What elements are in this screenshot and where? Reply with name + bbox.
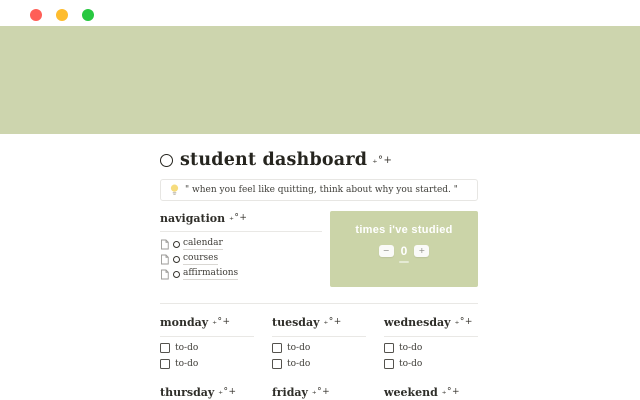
day-sparkle-decoration: ₊°+ <box>454 317 473 327</box>
day-heading[interactable]: monday <box>160 315 209 329</box>
circle-page-icon <box>173 241 180 248</box>
nav-link-label[interactable]: affirmations <box>183 268 239 278</box>
nav-and-counter-section <box>160 211 478 287</box>
day-column-wednesday <box>384 315 478 370</box>
window-titlebar <box>0 0 640 26</box>
todo-checkbox[interactable] <box>272 343 282 353</box>
divider <box>160 231 322 232</box>
navigation-section <box>160 211 322 283</box>
divider <box>160 336 254 337</box>
counter-accent <box>399 261 409 263</box>
todo-item <box>160 358 254 370</box>
todo-checkbox[interactable] <box>384 359 394 369</box>
page-doc-icon <box>160 269 169 280</box>
day-column-thursday <box>160 385 254 399</box>
day-heading[interactable]: friday <box>272 385 308 399</box>
divider <box>272 336 366 337</box>
page-doc-icon <box>160 239 169 250</box>
nav-link-label[interactable]: calendar <box>183 238 223 248</box>
day-column-weekend <box>384 385 478 399</box>
day-heading[interactable]: tuesday <box>272 315 320 329</box>
day-column-monday <box>160 315 254 370</box>
day-sparkle-decoration: ₊°+ <box>441 387 461 397</box>
circle-page-icon <box>173 271 180 278</box>
nav-link-label[interactable]: courses <box>183 253 219 263</box>
page-circle-icon <box>160 154 173 167</box>
navigation-sparkle-decoration: ₊°+ <box>229 213 248 223</box>
page-content <box>160 134 478 399</box>
day-sparkle-decoration: ₊°+ <box>212 317 231 327</box>
weekday-grid-row-1 <box>160 315 478 370</box>
todo-item <box>384 342 478 354</box>
study-counter-widget <box>330 211 478 287</box>
title-sparkle-decoration: ₊°+ <box>372 154 393 166</box>
todo-checkbox[interactable] <box>384 343 394 353</box>
day-sparkle-decoration: ₊°+ <box>311 387 331 397</box>
close-window-button[interactable] <box>30 9 42 21</box>
nav-link-affirmations[interactable] <box>160 268 322 280</box>
increment-button[interactable]: + <box>414 245 429 257</box>
divider <box>384 336 478 337</box>
todo-label[interactable]: to-do <box>287 359 311 369</box>
minimize-window-button[interactable] <box>56 9 68 21</box>
decrement-button[interactable]: − <box>379 245 394 257</box>
section-divider <box>160 303 478 304</box>
todo-label[interactable]: to-do <box>175 359 199 369</box>
todo-label[interactable]: to-do <box>287 343 311 353</box>
quote-callout[interactable] <box>160 179 478 201</box>
todo-checkbox[interactable] <box>160 343 170 353</box>
day-sparkle-decoration: ₊°+ <box>218 387 237 397</box>
weekday-grid-row-2 <box>160 385 478 399</box>
todo-item <box>160 342 254 354</box>
day-heading[interactable]: weekend <box>384 385 438 399</box>
zoom-window-button[interactable] <box>82 9 94 21</box>
quote-text: " when you feel like quitting, think about why you started. " <box>185 185 458 195</box>
todo-checkbox[interactable] <box>272 359 282 369</box>
lightbulb-icon <box>170 184 179 196</box>
todo-label[interactable]: to-do <box>175 343 199 353</box>
day-heading[interactable]: thursday <box>160 385 215 399</box>
todo-item <box>272 342 366 354</box>
todo-item <box>272 358 366 370</box>
nav-link-calendar[interactable] <box>160 238 322 250</box>
todo-checkbox[interactable] <box>160 359 170 369</box>
todo-item <box>384 358 478 370</box>
nav-link-courses[interactable] <box>160 253 322 265</box>
study-counter-title: times i've studied <box>355 224 453 236</box>
counter-value: 0 <box>400 244 408 258</box>
page-title[interactable]: student dashboard <box>180 150 368 170</box>
day-column-friday <box>272 385 366 399</box>
day-column-tuesday <box>272 315 366 370</box>
day-heading[interactable]: wednesday <box>384 315 451 329</box>
page-title-row <box>160 149 478 171</box>
todo-label[interactable]: to-do <box>399 359 423 369</box>
todo-label[interactable]: to-do <box>399 343 423 353</box>
circle-page-icon <box>173 256 180 263</box>
page-doc-icon <box>160 254 169 265</box>
cover-image <box>0 26 640 134</box>
day-sparkle-decoration: ₊°+ <box>323 317 342 327</box>
navigation-heading[interactable]: navigation <box>160 211 226 225</box>
